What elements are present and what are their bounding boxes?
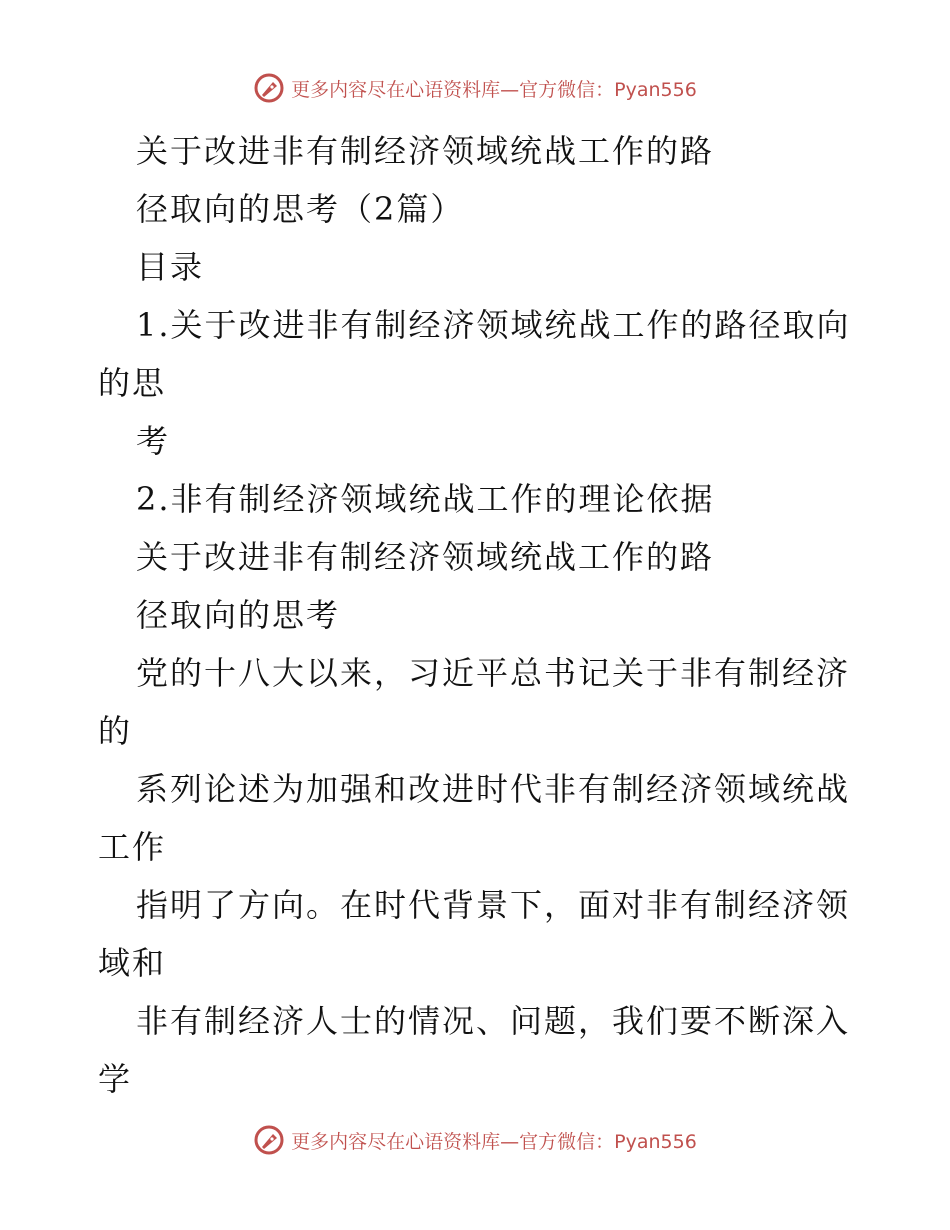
paragraph-line: 系列论述为加强和改进时代非有制经济领域统战 [136, 770, 851, 808]
toc-item-1-continued-2: 考 [136, 422, 171, 460]
paragraph-line: 党的十八大以来，习近平总书记关于非有制经济 [136, 654, 851, 692]
pen-nib-logo-icon [253, 1124, 285, 1156]
document-body [98, 122, 858, 1108]
header-watermark [0, 72, 950, 104]
paragraph-line: 指明了方向。在时代背景下，面对非有制经济领 [136, 886, 851, 924]
watermark-text: 更多内容尽在心语资料库—官方微信：Pyan556 [291, 1130, 697, 1153]
title-line-2: 径取向的思考（2篇） [136, 190, 465, 228]
section-title-line-2: 径取向的思考 [136, 596, 341, 634]
paragraph-line: 学 [98, 1060, 133, 1098]
toc-heading: 目录 [136, 248, 205, 286]
watermark-text: 更多内容尽在心语资料库—官方微信：Pyan556 [291, 78, 697, 101]
paragraph-line: 工作 [98, 828, 167, 866]
section-title-line-1: 关于改进非有制经济领域统战工作的路 [136, 538, 715, 576]
toc-item-2: 2.非有制经济领域统战工作的理论依据 [136, 480, 715, 518]
toc-item-1: 1.关于改进非有制经济领域统战工作的路径取向 [136, 306, 851, 344]
title-line-1: 关于改进非有制经济领域统战工作的路 [136, 132, 715, 170]
footer-watermark [0, 1124, 950, 1156]
paragraph-line: 域和 [98, 944, 167, 982]
paragraph-line: 的 [98, 712, 133, 750]
pen-nib-logo-icon [253, 72, 285, 104]
toc-item-1-continued: 的思 [98, 364, 167, 402]
paragraph-line: 非有制经济人士的情况、问题，我们要不断深入 [136, 1002, 851, 1040]
